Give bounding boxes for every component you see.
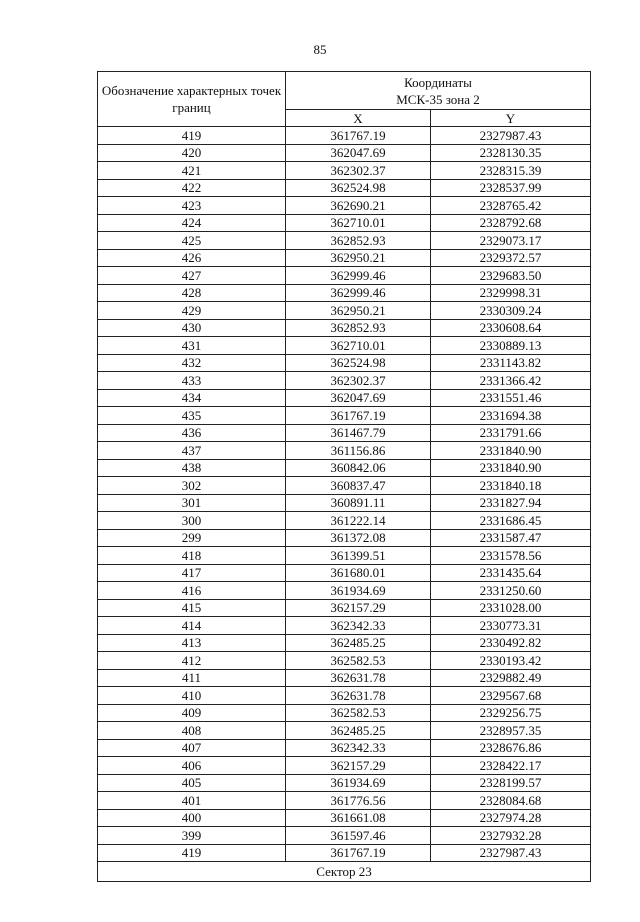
x-coordinate-cell: 361661.08 [286, 809, 431, 827]
x-coordinate-cell: 361399.51 [286, 547, 431, 565]
point-id-cell: 401 [98, 792, 286, 810]
point-id-cell: 399 [98, 827, 286, 845]
y-coordinate-cell: 2329882.49 [431, 669, 591, 687]
x-coordinate-cell: 362582.53 [286, 652, 431, 670]
coordinates-header [286, 72, 591, 110]
table-row [98, 547, 591, 565]
table-row [98, 669, 591, 687]
point-id-cell: 427 [98, 267, 286, 285]
point-id-cell: 430 [98, 319, 286, 337]
x-coordinate-cell: 362485.25 [286, 722, 431, 740]
point-id-cell: 414 [98, 617, 286, 635]
table-row [98, 652, 591, 670]
x-coordinate-cell: 361934.69 [286, 582, 431, 600]
x-coordinate-cell: 361597.46 [286, 827, 431, 845]
x-coordinate-cell: 362302.37 [286, 162, 431, 180]
table-row [98, 442, 591, 460]
table-row [98, 512, 591, 530]
y-header: Y [431, 110, 591, 127]
y-coordinate-cell: 2329683.50 [431, 267, 591, 285]
y-coordinate-cell: 2327987.43 [431, 127, 591, 145]
table-row [98, 267, 591, 285]
point-id-cell: 411 [98, 669, 286, 687]
y-coordinate-cell: 2328957.35 [431, 722, 591, 740]
table-row [98, 687, 591, 705]
point-id-cell: 424 [98, 214, 286, 232]
y-coordinate-cell: 2330193.42 [431, 652, 591, 670]
coordinates-title: Координаты [404, 74, 472, 90]
x-coordinate-cell: 362157.29 [286, 599, 431, 617]
table-row [98, 179, 591, 197]
point-id-cell: 437 [98, 442, 286, 460]
x-coordinate-cell: 361767.19 [286, 407, 431, 425]
x-coordinate-cell: 362852.93 [286, 319, 431, 337]
y-coordinate-cell: 2331791.66 [431, 424, 591, 442]
x-coordinate-cell: 361467.79 [286, 424, 431, 442]
point-id-cell: 410 [98, 687, 286, 705]
table-row [98, 302, 591, 320]
point-id-cell: 407 [98, 739, 286, 757]
x-coordinate-cell: 362524.98 [286, 354, 431, 372]
table-row [98, 564, 591, 582]
y-coordinate-cell: 2329256.75 [431, 704, 591, 722]
x-coordinate-cell: 362999.46 [286, 284, 431, 302]
x-coordinate-cell: 362631.78 [286, 669, 431, 687]
table-row [98, 844, 591, 862]
table-row [98, 214, 591, 232]
point-id-cell: 302 [98, 477, 286, 495]
x-coordinate-cell: 360842.06 [286, 459, 431, 477]
table-row [98, 582, 591, 600]
table-row [98, 127, 591, 145]
point-id-cell: 406 [98, 757, 286, 775]
table-body [98, 127, 591, 862]
point-id-cell: 434 [98, 389, 286, 407]
table-row [98, 249, 591, 267]
point-id-cell: 425 [98, 232, 286, 250]
table-row [98, 704, 591, 722]
coordinates-table [97, 71, 591, 882]
y-coordinate-cell: 2331028.00 [431, 599, 591, 617]
x-coordinate-cell: 360891.11 [286, 494, 431, 512]
x-coordinate-cell: 361776.56 [286, 792, 431, 810]
x-header: X [286, 110, 431, 127]
y-coordinate-cell: 2331366.42 [431, 372, 591, 390]
x-coordinate-cell: 362157.29 [286, 757, 431, 775]
point-id-cell: 432 [98, 354, 286, 372]
x-coordinate-cell: 361222.14 [286, 512, 431, 530]
y-coordinate-cell: 2331551.46 [431, 389, 591, 407]
point-id-cell: 426 [98, 249, 286, 267]
point-id-cell: 428 [98, 284, 286, 302]
point-id-cell: 423 [98, 197, 286, 215]
x-coordinate-cell: 362485.25 [286, 634, 431, 652]
y-coordinate-cell: 2329998.31 [431, 284, 591, 302]
y-coordinate-cell: 2331578.56 [431, 547, 591, 565]
designation-header: Обозначение характерных точек границ [98, 72, 286, 127]
table-row [98, 162, 591, 180]
y-coordinate-cell: 2331827.94 [431, 494, 591, 512]
point-id-cell: 299 [98, 529, 286, 547]
y-coordinate-cell: 2328315.39 [431, 162, 591, 180]
point-id-cell: 400 [98, 809, 286, 827]
x-coordinate-cell: 360837.47 [286, 477, 431, 495]
x-coordinate-cell: 362690.21 [286, 197, 431, 215]
y-coordinate-cell: 2327987.43 [431, 844, 591, 862]
y-coordinate-cell: 2328199.57 [431, 774, 591, 792]
point-id-cell: 418 [98, 547, 286, 565]
y-coordinate-cell: 2331840.90 [431, 442, 591, 460]
table-row [98, 337, 591, 355]
table-row [98, 599, 591, 617]
point-id-cell: 413 [98, 634, 286, 652]
point-id-cell: 412 [98, 652, 286, 670]
y-coordinate-cell: 2331840.90 [431, 459, 591, 477]
x-coordinate-cell: 361934.69 [286, 774, 431, 792]
x-coordinate-cell: 362710.01 [286, 214, 431, 232]
x-coordinate-cell: 362950.21 [286, 302, 431, 320]
y-coordinate-cell: 2331143.82 [431, 354, 591, 372]
point-id-cell: 435 [98, 407, 286, 425]
x-coordinate-cell: 362302.37 [286, 372, 431, 390]
y-coordinate-cell: 2330773.31 [431, 617, 591, 635]
y-coordinate-cell: 2328537.99 [431, 179, 591, 197]
coordinate-system: МСК-35 зона 2 [396, 91, 480, 107]
point-id-cell: 405 [98, 774, 286, 792]
table-row [98, 319, 591, 337]
table-row [98, 477, 591, 495]
sector-label: Сектор 23 [98, 862, 591, 882]
y-coordinate-cell: 2327974.28 [431, 809, 591, 827]
table-row [98, 792, 591, 810]
point-id-cell: 421 [98, 162, 286, 180]
table-row [98, 809, 591, 827]
point-id-cell: 415 [98, 599, 286, 617]
x-coordinate-cell: 362047.69 [286, 144, 431, 162]
point-id-cell: 433 [98, 372, 286, 390]
point-id-cell: 431 [98, 337, 286, 355]
x-coordinate-cell: 362710.01 [286, 337, 431, 355]
table-row [98, 757, 591, 775]
y-coordinate-cell: 2329073.17 [431, 232, 591, 250]
table-row [98, 634, 591, 652]
table-row [98, 459, 591, 477]
table-row [98, 617, 591, 635]
x-coordinate-cell: 362950.21 [286, 249, 431, 267]
page-number: 85 [313, 42, 327, 57]
y-coordinate-cell: 2330309.24 [431, 302, 591, 320]
table-row [98, 827, 591, 845]
point-id-cell: 429 [98, 302, 286, 320]
table-row [98, 529, 591, 547]
table-row [98, 197, 591, 215]
x-coordinate-cell: 362524.98 [286, 179, 431, 197]
y-coordinate-cell: 2331840.18 [431, 477, 591, 495]
x-coordinate-cell: 362999.46 [286, 267, 431, 285]
table-row [98, 232, 591, 250]
point-id-cell: 420 [98, 144, 286, 162]
point-id-cell: 408 [98, 722, 286, 740]
x-coordinate-cell: 361372.08 [286, 529, 431, 547]
y-coordinate-cell: 2327932.28 [431, 827, 591, 845]
point-id-cell: 438 [98, 459, 286, 477]
y-coordinate-cell: 2328792.68 [431, 214, 591, 232]
y-coordinate-cell: 2328676.86 [431, 739, 591, 757]
table-row [98, 389, 591, 407]
y-coordinate-cell: 2331686.45 [431, 512, 591, 530]
table-row [98, 722, 591, 740]
table-row [98, 284, 591, 302]
x-coordinate-cell: 361767.19 [286, 844, 431, 862]
y-coordinate-cell: 2329567.68 [431, 687, 591, 705]
y-coordinate-cell: 2331587.47 [431, 529, 591, 547]
y-coordinate-cell: 2331435.64 [431, 564, 591, 582]
point-id-cell: 436 [98, 424, 286, 442]
x-coordinate-cell: 362047.69 [286, 389, 431, 407]
table-row [98, 774, 591, 792]
x-coordinate-cell: 362852.93 [286, 232, 431, 250]
table-row [98, 494, 591, 512]
y-coordinate-cell: 2330492.82 [431, 634, 591, 652]
table-row [98, 407, 591, 425]
x-coordinate-cell: 361156.86 [286, 442, 431, 460]
y-coordinate-cell: 2328130.35 [431, 144, 591, 162]
x-coordinate-cell: 362342.33 [286, 739, 431, 757]
x-coordinate-cell: 361680.01 [286, 564, 431, 582]
y-coordinate-cell: 2330608.64 [431, 319, 591, 337]
table-row [98, 354, 591, 372]
x-coordinate-cell: 361767.19 [286, 127, 431, 145]
point-id-cell: 301 [98, 494, 286, 512]
table-row [98, 144, 591, 162]
table-row [98, 424, 591, 442]
y-coordinate-cell: 2328422.17 [431, 757, 591, 775]
point-id-cell: 417 [98, 564, 286, 582]
table-row [98, 739, 591, 757]
point-id-cell: 416 [98, 582, 286, 600]
y-coordinate-cell: 2329372.57 [431, 249, 591, 267]
y-coordinate-cell: 2328765.42 [431, 197, 591, 215]
y-coordinate-cell: 2331694.38 [431, 407, 591, 425]
point-id-cell: 419 [98, 844, 286, 862]
x-coordinate-cell: 362582.53 [286, 704, 431, 722]
point-id-cell: 300 [98, 512, 286, 530]
point-id-cell: 409 [98, 704, 286, 722]
y-coordinate-cell: 2331250.60 [431, 582, 591, 600]
table-row [98, 372, 591, 390]
y-coordinate-cell: 2328084.68 [431, 792, 591, 810]
point-id-cell: 422 [98, 179, 286, 197]
x-coordinate-cell: 362342.33 [286, 617, 431, 635]
y-coordinate-cell: 2330889.13 [431, 337, 591, 355]
x-coordinate-cell: 362631.78 [286, 687, 431, 705]
point-id-cell: 419 [98, 127, 286, 145]
